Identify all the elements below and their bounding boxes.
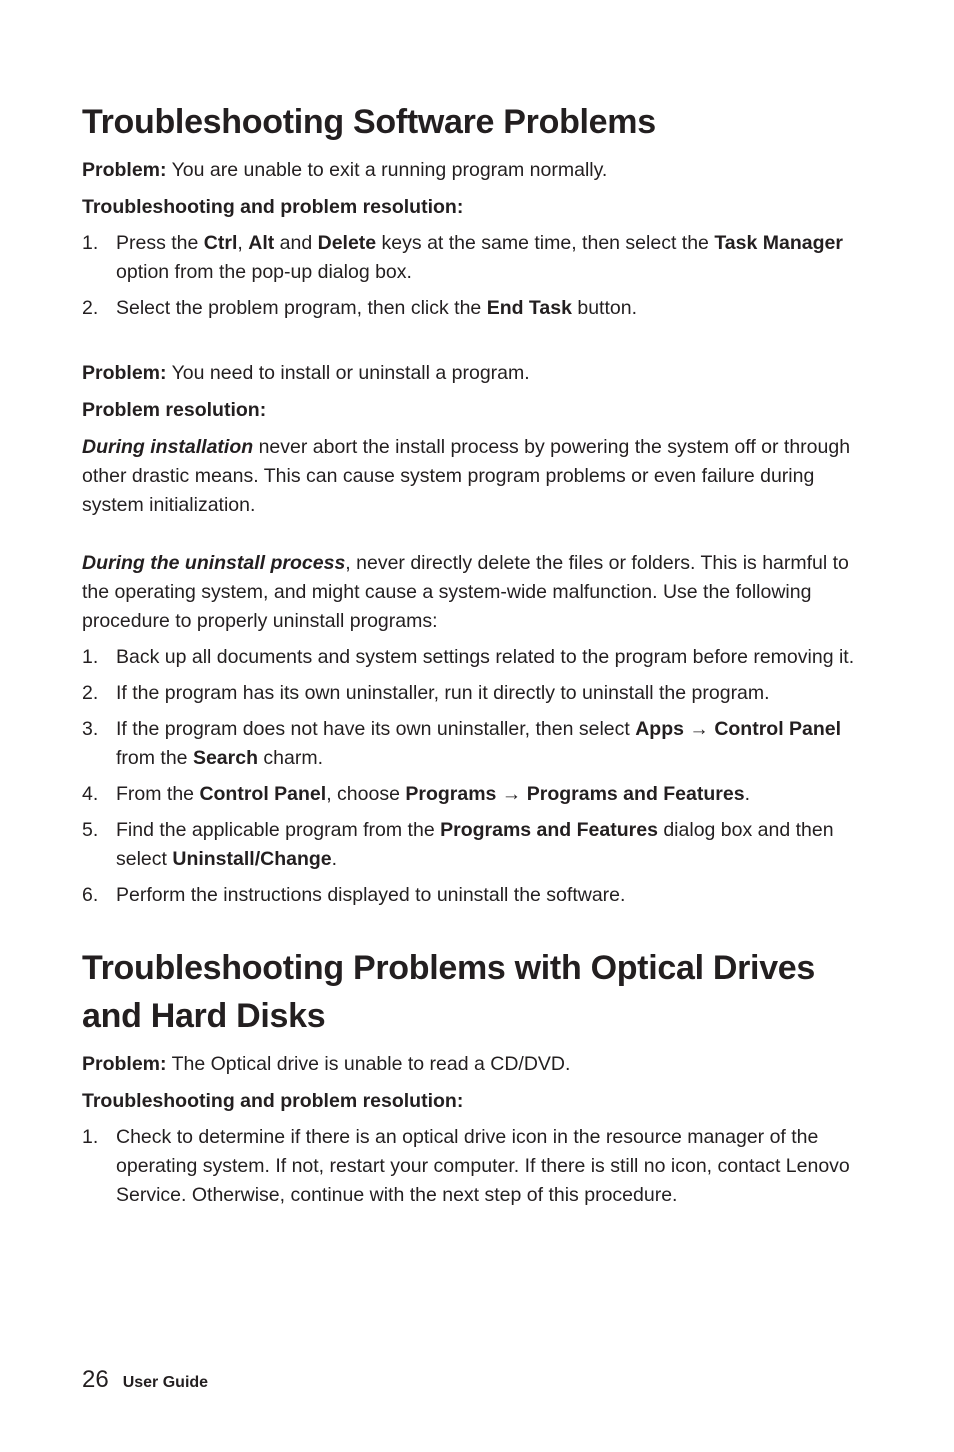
document-page <box>82 98 872 1210</box>
problem-text: The Optical drive is unable to read a CD/DVD. <box>166 1053 571 1075</box>
section-title-software: Troubleshooting Software Problems <box>82 103 656 141</box>
list-item: 1. Back up all documents and system settings related to the program before removing it. <box>82 646 855 668</box>
resolution-heading: Problem resolution: <box>82 399 267 421</box>
resolution-heading: Troubleshooting and problem resolution: <box>82 1090 464 1112</box>
problem-text: You need to install or uninstall a program. <box>166 362 530 384</box>
exit-program-steps <box>82 229 872 323</box>
paragraph-during-installation: During installation never abort the install process by powering the system off or through other drastic means. This can cause system program problems or even failure during system initialization. <box>82 436 851 516</box>
list-item: 6. Perform the instructions displayed to uninstall the software. <box>82 884 626 906</box>
problem-exit-program <box>82 156 872 185</box>
list-item: 4. From the Control Panel, choose Programs → Programs and Features. <box>82 783 750 805</box>
paragraph-during-uninstall: During the uninstall process, never directly delete the files or folders. This is harmful to the operating system, and might cause a system-wide malfunction. Use the following procedure to properly uninstall programs: <box>82 552 849 632</box>
list-item: 1. Check to determine if there is an optical drive icon in the resource manager of the operating system. If not, restart your computer. If there is still no icon, contact Lenovo Service. Otherwise, continue with the next step of this procedure. <box>82 1126 850 1206</box>
problem-label: Problem: <box>82 1053 167 1075</box>
page-footer <box>82 1366 208 1394</box>
problem-label: Problem: <box>82 159 167 181</box>
problem-optical-drive <box>82 1050 872 1079</box>
list-item: 1. Press the Ctrl, Alt and Delete keys at the same time, then select the Task Manager option from the pop-up dialog box. <box>82 232 843 283</box>
list-item: 3. If the program does not have its own uninstaller, then select Apps → Control Panel from the Search charm. <box>82 718 842 769</box>
list-item: 2. Select the problem program, then click the End Task button. <box>82 297 637 319</box>
problem-text: You are unable to exit a running program normally. <box>166 159 608 181</box>
problem-install-program <box>82 359 872 388</box>
section-title-optical-drives: Troubleshooting Problems with Optical Drives and Hard Disks <box>82 949 816 1035</box>
page-number: 26 <box>82 1366 109 1393</box>
resolution-heading: Troubleshooting and problem resolution: <box>82 196 464 218</box>
list-item: 2. If the program has its own uninstaller, run it directly to uninstall the program. <box>82 682 770 704</box>
footer-title: User Guide <box>122 1374 209 1391</box>
list-item: 5. Find the applicable program from the Programs and Features dialog box and then select Uninstall/Change. <box>82 819 834 870</box>
optical-drive-steps <box>82 1123 872 1210</box>
uninstall-steps <box>82 643 872 910</box>
problem-label: Problem: <box>82 362 167 384</box>
